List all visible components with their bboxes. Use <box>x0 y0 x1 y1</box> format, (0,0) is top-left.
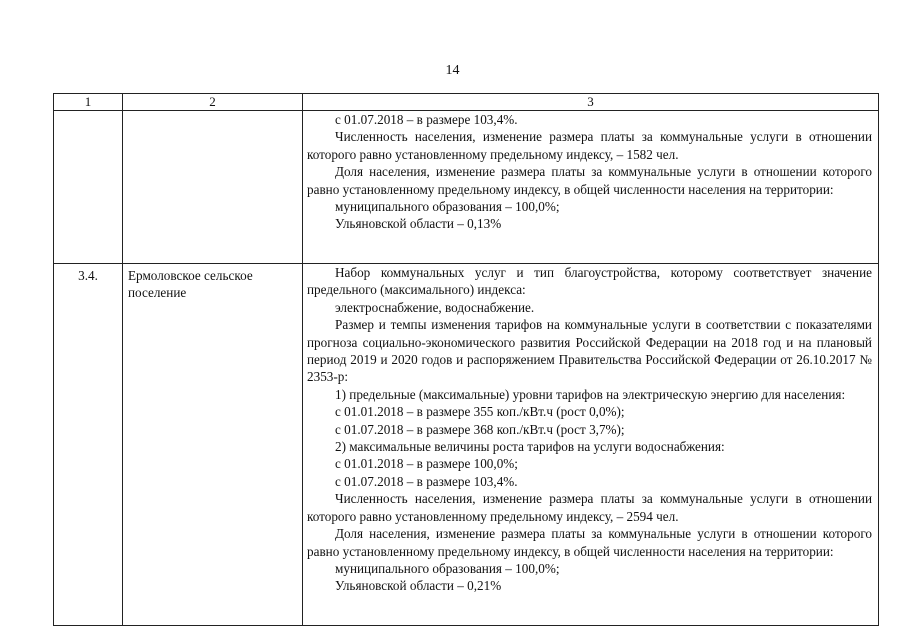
text-line: с 01.01.2018 – в размере 100,0%; <box>335 456 518 472</box>
table-row-continued <box>54 111 879 264</box>
tariff-table <box>53 93 879 626</box>
row-name-cell-empty <box>123 111 303 264</box>
row-content-cell <box>303 111 879 264</box>
paragraph: Доля населения, изменение размера платы за коммунальные услуги в отношении которого равно установленному предельному индексу, в общей численности населения на территории: <box>307 526 872 559</box>
paragraph: Численность населения, изменение размера платы за коммунальные услуги в отношении которого равно установленному предельному индексу, – 2594 чел. <box>307 491 872 524</box>
text-line: с 01.07.2018 – в размере 103,4%. <box>335 112 518 127</box>
table-header-row <box>54 94 879 111</box>
paragraph: Численность населения, изменение размера платы за коммунальные услуги в отношении которого равно установленному предельному индексу, – 1582 чел. <box>307 129 872 162</box>
paragraph: Доля населения, изменение размера платы за коммунальные услуги в отношении которого равно установленному предельному индексу, в общей численности населения на территории: <box>307 164 872 197</box>
text-line: Ульяновской области – 0,21% <box>335 578 502 594</box>
column-header-2: 2 <box>123 94 303 111</box>
row-number: 3.4. <box>54 264 123 626</box>
column-header-1: 1 <box>54 94 123 111</box>
text-line: Ульяновской области – 0,13% <box>335 216 502 232</box>
text-line: с 01.01.2018 – в размере 355 коп./кВт.ч (рост 0,0%); <box>335 404 625 420</box>
paragraph: Набор коммунальных услуг и тип благоустройства, которому соответствует значение предельного (максимального) индекса: <box>307 265 872 298</box>
page-number: 14 <box>445 63 460 78</box>
row-content-text <box>307 111 872 233</box>
text-line: электроснабжение, водоснабжение. <box>335 299 535 315</box>
row-number-cell-empty <box>54 111 123 264</box>
settlement-name: Ермоловское сельское поселение <box>123 264 303 626</box>
text-line: муниципального образования – 100,0%; <box>335 199 560 215</box>
table-row-3-4 <box>54 264 879 626</box>
text-line: 2) максимальные величины роста тарифов на услуги водоснабжения: <box>335 439 725 455</box>
row-content-text <box>307 264 872 595</box>
text-line: муниципального образования – 100,0%; <box>335 560 560 576</box>
column-header-3: 3 <box>303 94 879 111</box>
paragraph: Размер и темпы изменения тарифов на коммунальные услуги в соответствии с показателями прогноза социально-экономического развития Российской Федерации на 2018 год и на плановый период 2019 и 2020 годов и распоряжением Правительства Российской Федерации от 26.10.2017 № 2353-р: <box>307 317 872 385</box>
row-content-cell <box>303 264 879 626</box>
text-line: с 01.07.2018 – в размере 368 коп./кВт.ч (рост 3,7%); <box>335 421 625 437</box>
paragraph: 1) предельные (максимальные) уровни тарифов на электрическую энергию для населения: <box>335 386 846 402</box>
text-line: с 01.07.2018 – в размере 103,4%. <box>335 473 518 489</box>
